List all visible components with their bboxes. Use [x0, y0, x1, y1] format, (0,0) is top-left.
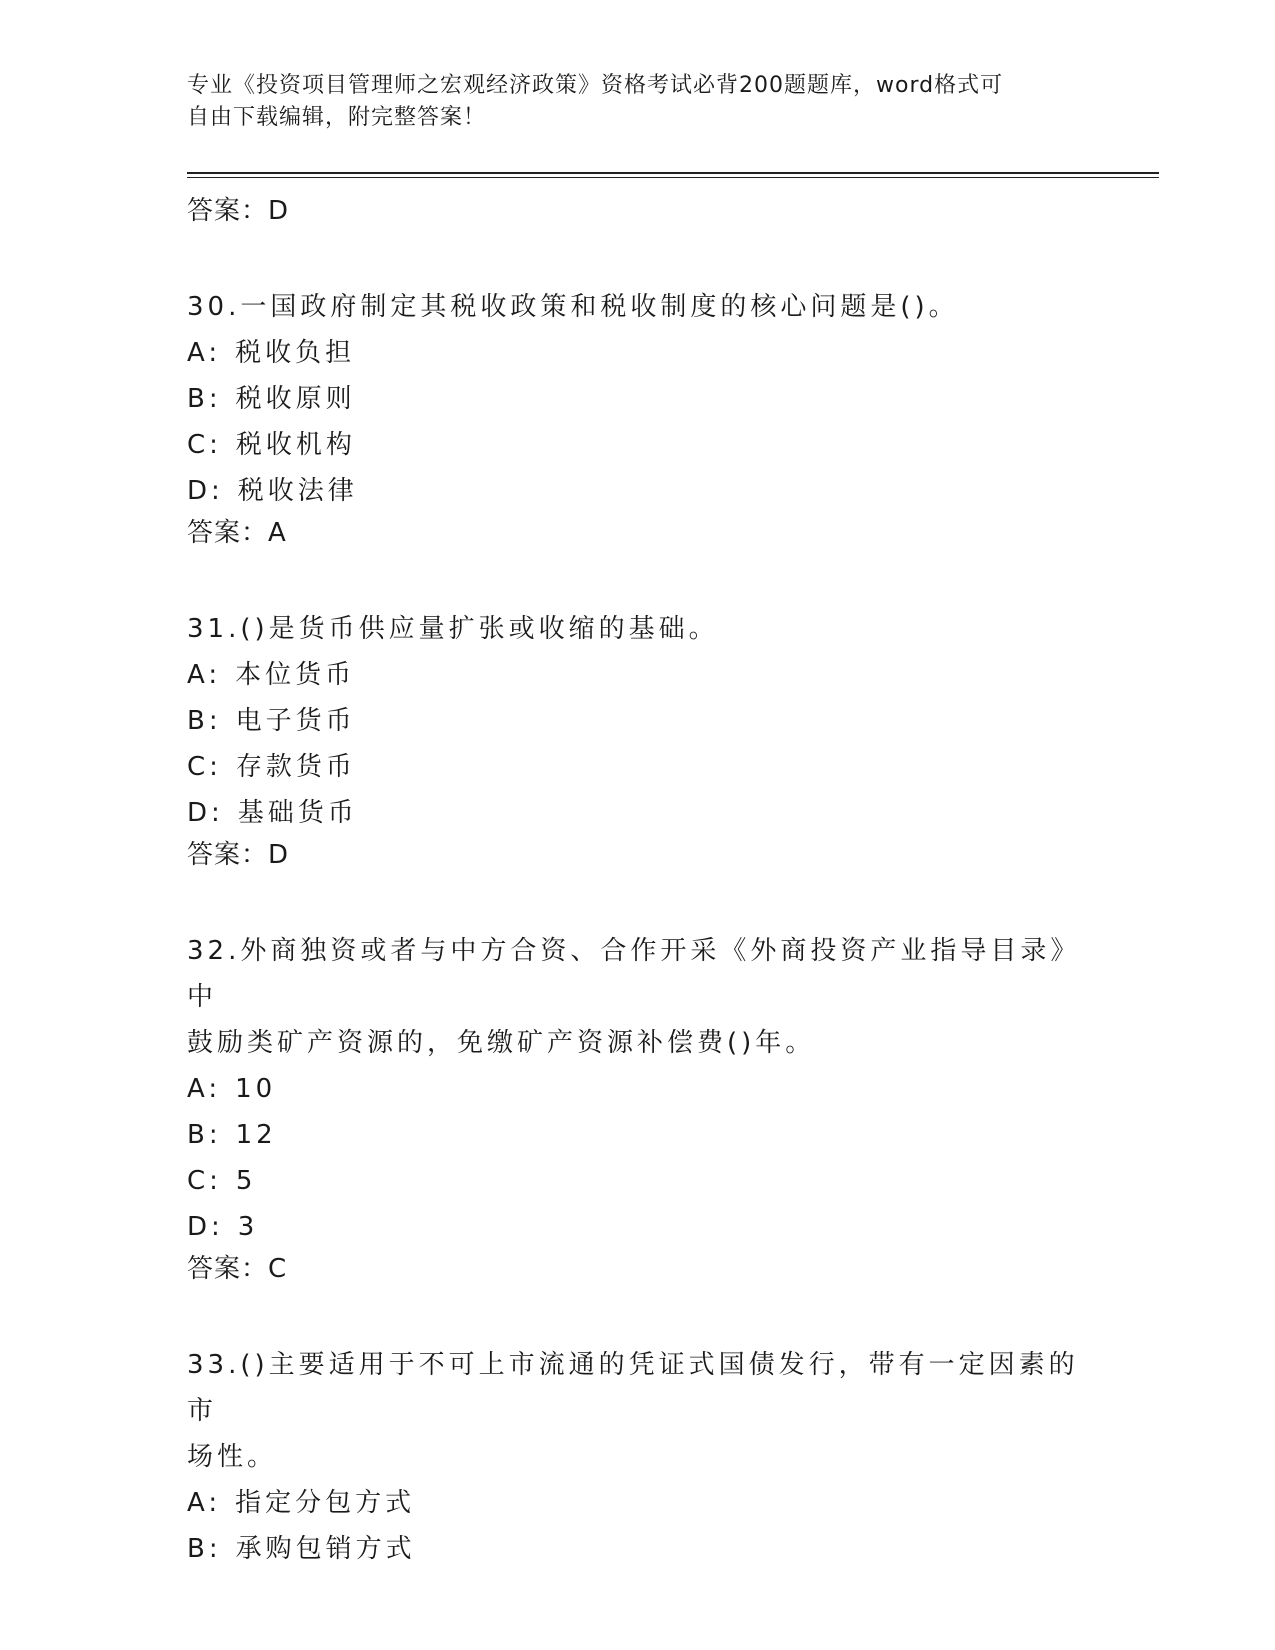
question-stem-line-2: 场性。 [187, 1442, 278, 1472]
header-line-1: 专业《投资项目管理师之宏观经济政策》资格考试必背200题题库，word格式可 [187, 73, 1004, 98]
answer-text: 答案：C [187, 1254, 288, 1284]
option-key: A: [187, 338, 222, 368]
option-key: D: [187, 476, 224, 506]
option-b [187, 1112, 1147, 1158]
option-key: C: [187, 752, 222, 782]
option-text: 指定分包方式 [235, 1488, 416, 1518]
option-c [187, 422, 1147, 468]
header-divider [187, 172, 1159, 178]
option-c [187, 1158, 1147, 1204]
option-key: B: [187, 1120, 222, 1150]
answer-text: 答案：D [187, 196, 290, 226]
question-stem [187, 1342, 1087, 1480]
option-key: B: [187, 706, 222, 736]
option-text: 3 [237, 1212, 259, 1242]
option-text: 12 [235, 1120, 277, 1150]
option-key: C: [187, 1166, 222, 1196]
answer-text: 答案：A [187, 518, 287, 548]
option-a [187, 652, 1147, 698]
option-key: D: [187, 798, 224, 828]
option-text: 基础货币 [237, 798, 358, 828]
answer-text: 答案：D [187, 840, 290, 870]
option-text: 5 [235, 1166, 257, 1196]
option-d [187, 790, 1147, 836]
question-stem-line-1: 32.外商独资或者与中方合资、合作开采《外商投资产业指导目录》中 [187, 936, 1081, 1012]
option-key: D: [187, 1212, 224, 1242]
option-text: 税收法律 [237, 476, 358, 506]
question-stem-line-1: 33.()主要适用于不可上市流通的凭证式国债发行，带有一定因素的市 [187, 1350, 1079, 1426]
question-30 [187, 284, 1147, 548]
option-text: 税收机构 [235, 430, 356, 460]
option-text: 存款货币 [235, 752, 356, 782]
question-31 [187, 606, 1147, 870]
option-key: B: [187, 1534, 222, 1564]
question-33 [187, 1342, 1147, 1572]
option-text: 税收负担 [235, 338, 356, 368]
option-text: 承购包销方式 [235, 1534, 416, 1564]
option-key: A: [187, 1074, 222, 1104]
header-line-2: 自由下载编辑，附完整答案！ [187, 105, 487, 130]
option-text: 10 [235, 1074, 277, 1104]
option-key: A: [187, 660, 222, 690]
option-d [187, 1204, 1147, 1250]
option-key: B: [187, 384, 222, 414]
option-b [187, 376, 1147, 422]
option-text: 税收原则 [235, 384, 356, 414]
option-key: A: [187, 1488, 222, 1518]
option-text: 本位货币 [235, 660, 356, 690]
option-b [187, 698, 1147, 744]
document-header [187, 70, 1067, 134]
option-a [187, 1480, 1147, 1526]
option-text: 电子货币 [235, 706, 356, 736]
question-stem-line-2: 鼓励类矿产资源的，免缴矿产资源补偿费()年。 [187, 1028, 816, 1058]
question-stem: 31.()是货币供应量扩张或收缩的基础。 [187, 614, 719, 644]
question-32 [187, 928, 1147, 1284]
option-a [187, 1066, 1147, 1112]
option-b [187, 1526, 1147, 1572]
option-key: C: [187, 430, 222, 460]
question-stem: 30.一国政府制定其税收政策和税收制度的核心问题是()。 [187, 292, 959, 322]
option-d [187, 468, 1147, 514]
option-a [187, 330, 1147, 376]
question-stem [187, 928, 1087, 1066]
option-c [187, 744, 1147, 790]
document-page [187, 70, 1147, 1572]
